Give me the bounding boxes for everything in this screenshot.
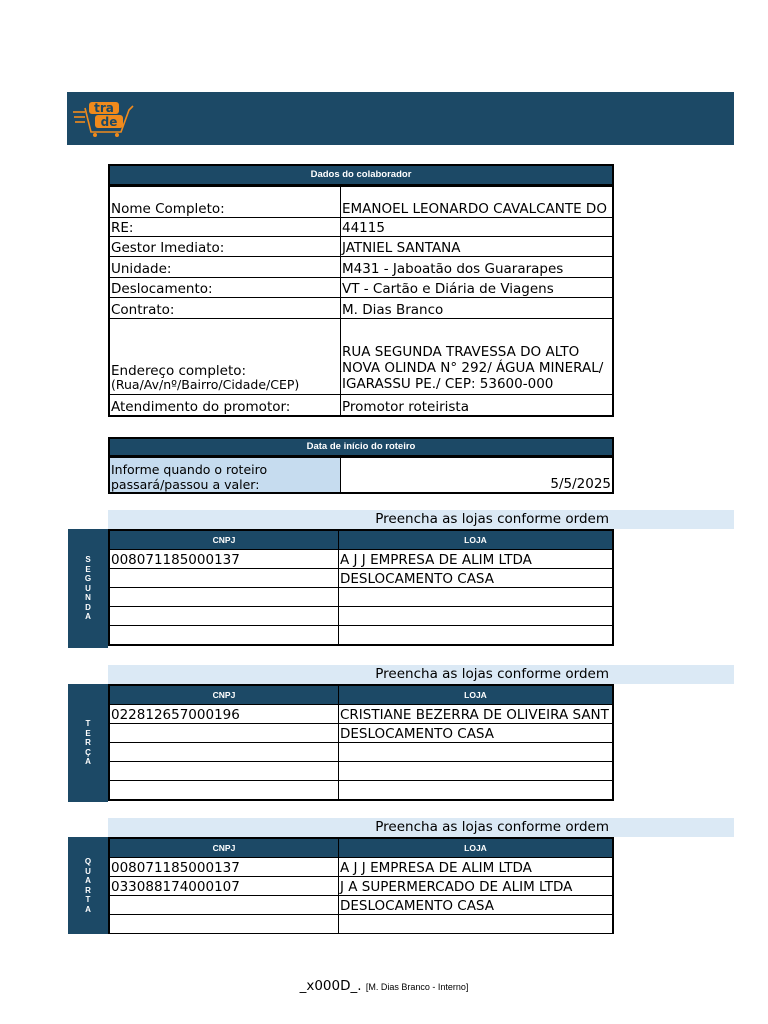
store-cell: DESLOCAMENTO CASA <box>339 896 614 915</box>
column-store: LOJA <box>339 530 614 550</box>
column-cnpj: CNPJ <box>109 838 339 858</box>
employee-table <box>108 186 614 417</box>
value-name: EMANOEL LEONARDO CAVALCANTE DO <box>341 187 614 218</box>
day-label-segunda <box>68 529 108 648</box>
value-re: 44115 <box>341 218 614 237</box>
day-label-terca <box>68 684 108 802</box>
column-store: LOJA <box>339 838 614 858</box>
stores-header <box>109 838 613 858</box>
label-name: Nome Completo: <box>109 187 341 218</box>
table-row <box>109 896 613 915</box>
store-cell <box>339 762 614 781</box>
start-table <box>108 457 614 494</box>
page-footer: _x000D_. [M. Dias Branco - Interno] <box>299 978 469 994</box>
cnpj-cell: 033088174000107 <box>109 877 339 896</box>
day-letter: R <box>85 885 91 895</box>
value-commute: VT - Cartão e Diária de Viagens <box>341 278 614 298</box>
label-address-line-2: (Rua/Av/nº/Bairro/Cidade/CEP) <box>111 377 300 392</box>
day-letter: A <box>85 876 91 885</box>
stores-table-quarta <box>108 837 614 934</box>
day-letter: D <box>85 602 91 612</box>
store-cell <box>339 743 614 762</box>
prompt-quarta <box>108 818 734 837</box>
row-start <box>109 458 613 493</box>
day-letter: U <box>85 866 91 876</box>
value-address <box>341 319 614 395</box>
cnpj-cell <box>109 724 339 743</box>
cnpj-cell: 008071185000137 <box>109 858 339 877</box>
column-cnpj: CNPJ <box>109 685 339 705</box>
cnpj-cell: 022812657000196 <box>109 705 339 724</box>
table-row <box>109 781 613 801</box>
row-contract <box>109 298 613 319</box>
day-label-quarta <box>68 837 108 934</box>
trade-cart-logo <box>71 98 135 138</box>
store-cell <box>339 607 614 626</box>
store-cell <box>339 915 614 934</box>
value-service: Promotor roteirista <box>341 395 614 416</box>
column-cnpj: CNPJ <box>109 530 339 550</box>
label-address <box>109 319 341 395</box>
day-letter: A <box>85 612 91 622</box>
store-cell <box>339 626 614 646</box>
label-contract: Contrato: <box>109 298 341 319</box>
label-unit: Unidade: <box>109 257 341 278</box>
day-letter: N <box>85 593 91 603</box>
table-row <box>109 743 613 762</box>
label-manager: Gestor Imediato: <box>109 237 341 257</box>
footer-classification: [M. Dias Branco - Interno] <box>365 982 469 992</box>
table-row <box>109 550 613 569</box>
store-cell: DESLOCAMENTO CASA <box>339 724 614 743</box>
day-letter: G <box>84 574 92 584</box>
svg-text:de: de <box>100 115 118 129</box>
value-manager: JATNIEL SANTANA <box>341 237 614 257</box>
cnpj-cell <box>109 607 339 626</box>
stores-header <box>109 530 613 550</box>
table-row <box>109 762 613 781</box>
day-letter: R <box>85 738 91 748</box>
day-letter: A <box>85 757 91 767</box>
table-row <box>109 626 613 646</box>
cnpj-cell: 008071185000137 <box>109 550 339 569</box>
store-cell: CRISTIANE BEZERRA DE OLIVEIRA SANT <box>339 705 614 724</box>
table-row <box>109 724 613 743</box>
row-address <box>109 319 613 395</box>
employee-section-title: Dados do colaborador <box>108 164 614 186</box>
row-service <box>109 395 613 416</box>
row-unit <box>109 257 613 278</box>
table-row <box>109 915 613 934</box>
day-letter: A <box>85 904 91 914</box>
row-commute <box>109 278 613 298</box>
start-section-title: Data de início do roteiro <box>108 437 614 457</box>
stores-table-terca <box>108 684 614 801</box>
stores-header <box>109 685 613 705</box>
table-row <box>109 607 613 626</box>
start-question <box>109 458 341 493</box>
address-line-1: RUA SEGUNDA TRAVESSA DO ALTO <box>342 344 580 360</box>
table-row <box>109 569 613 588</box>
cnpj-cell <box>109 896 339 915</box>
day-letter: E <box>85 728 91 738</box>
day-letter: S <box>85 555 91 565</box>
cnpj-cell <box>109 762 339 781</box>
prompt-segunda-text: Preencha as lojas conforme ordem <box>375 511 609 527</box>
cnpj-cell <box>109 743 339 762</box>
label-commute: Deslocamento: <box>109 278 341 298</box>
value-unit: M431 - Jaboatão dos Guararapes <box>341 257 614 278</box>
prompt-terca-text: Preencha as lojas conforme ordem <box>375 666 609 682</box>
table-row <box>109 705 613 724</box>
cnpj-cell <box>109 626 339 646</box>
table-row <box>109 877 613 896</box>
label-address-line-1: Endereço completo: <box>111 363 247 379</box>
store-cell: DESLOCAMENTO CASA <box>339 569 614 588</box>
table-row <box>109 588 613 607</box>
store-cell: A J J EMPRESA DE ALIM LTDA <box>339 550 614 569</box>
header-banner <box>67 92 734 145</box>
start-question-line-2: passará/passou a valer: <box>111 476 260 492</box>
day-letter: T <box>85 895 91 904</box>
cnpj-cell <box>109 781 339 801</box>
day-letter: Q <box>84 857 92 866</box>
day-letter: T <box>85 719 91 729</box>
address-line-3: IGARASSU PE./ CEP: 53600-000 <box>342 376 554 392</box>
row-re <box>109 218 613 237</box>
prompt-terca <box>108 665 734 684</box>
store-cell <box>339 781 614 801</box>
value-contract: M. Dias Branco <box>341 298 614 319</box>
footer-code: _x000D_ <box>299 978 358 994</box>
table-row <box>109 858 613 877</box>
day-letter: Ç <box>85 747 91 757</box>
prompt-segunda <box>108 510 734 529</box>
store-cell: A J J EMPRESA DE ALIM LTDA <box>339 858 614 877</box>
column-store: LOJA <box>339 685 614 705</box>
stores-table-segunda <box>108 529 614 646</box>
day-letter: E <box>85 564 91 574</box>
address-line-2: NOVA OLINDA N° 292/ ÁGUA MINERAL/ <box>342 360 604 376</box>
store-cell: J A SUPERMERCADO DE ALIM LTDA <box>339 877 614 896</box>
label-re: RE: <box>109 218 341 237</box>
day-letter: U <box>85 583 91 593</box>
row-manager <box>109 237 613 257</box>
cnpj-cell <box>109 915 339 934</box>
row-name <box>109 187 613 218</box>
label-service: Atendimento do promotor: <box>109 395 341 416</box>
start-date: 5/5/2025 <box>341 458 614 493</box>
cnpj-cell <box>109 569 339 588</box>
svg-text:tra: tra <box>94 101 114 115</box>
prompt-quarta-text: Preencha as lojas conforme ordem <box>375 819 609 835</box>
cnpj-cell <box>109 588 339 607</box>
start-question-line-1: Informe quando o roteiro <box>111 461 268 477</box>
store-cell <box>339 588 614 607</box>
